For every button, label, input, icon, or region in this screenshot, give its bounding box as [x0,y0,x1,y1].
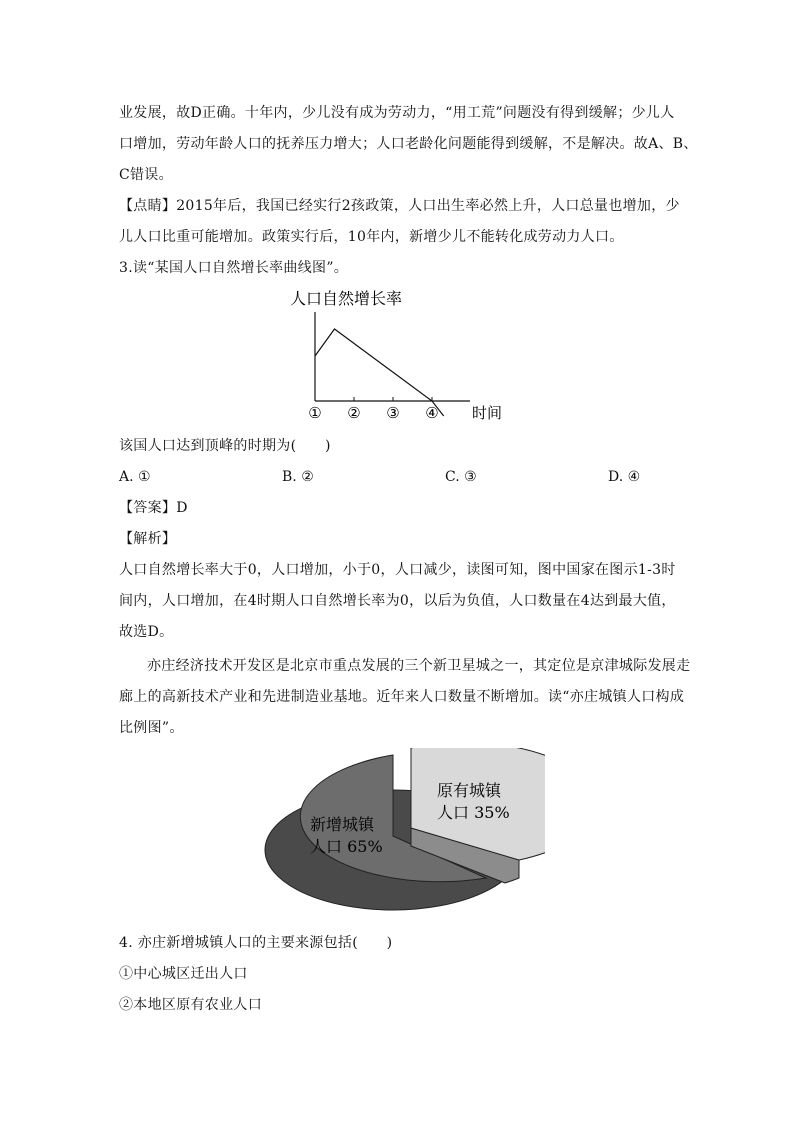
intro-line: 廊上的高新技术产业和先进制造业基地。近年来人口数量不断增加。读“亦庄城镇人口构成 [119,689,685,705]
analysis-line: 间内，人口增加，在4时期人口自然增长率为0，以后为负值，人口数量在4达到最大值， [119,593,676,609]
x-tick-label: ① [308,404,322,422]
population-pie-chart [255,748,545,920]
question-4-item: ①中心城区迁出人口 [119,966,248,982]
x-tick-label: ③ [386,404,400,422]
slice-label-new-l1: 新增城镇 [310,815,375,834]
chart-ylabel: 人口自然增长率 [290,289,403,308]
slice-label-old-l2: 人口 35% [437,803,510,822]
note-line: 儿人口比重可能增加。政策实行后，10年内，新增少儿不能转化成劳动力人口。 [119,229,624,245]
note-line: 【点睛】2015年后，我国已经实行2孩政策，人口出生率必然上升，人口总量也增加，少 [119,198,680,214]
analysis-heading: 【解析】 [119,531,177,547]
text-line: C错误。 [119,167,173,183]
option-a[interactable]: A. ① [119,469,151,485]
answer-line: 【答案】D [119,500,188,516]
question-3-stem: 该国人口达到顶峰的时期为( ) [119,438,331,454]
analysis-line: 故选D。 [119,624,174,640]
analysis-line: 人口自然增长率大于0，人口增加，小于0，人口减少，读图可知，图中国家在图示1-3时 [119,562,676,578]
slice-label-new-l2: 人口 65% [310,837,383,856]
question-3: 3.读“某国人口自然增长率曲线图”。 [119,260,349,276]
intro-line: 比例图”。 [119,720,184,736]
text-line: 口增加，劳动年龄人口的抚养压力增大；人口老龄化问题能得到缓解，不是解决。故A、B、 [119,136,698,152]
option-b[interactable]: B. ② [282,469,314,485]
option-d[interactable]: D. ④ [608,469,641,485]
text-line: 业发展，故D正确。十年内，少儿没有成为劳动力，“用工荒”问题没有得到缓解；少儿人 [119,105,675,121]
slice-label-old-l1: 原有城镇 [437,781,502,800]
question-4: 4. 亦庄新增城镇人口的主要来源包括( ) [119,935,393,951]
question-4-item: ②本地区原有农业人口 [119,997,262,1013]
series-line [315,329,444,416]
x-tick-label: ④ [425,404,439,422]
chart-xlabel: 时间 [472,404,503,422]
x-tick-label: ② [347,404,361,422]
option-c[interactable]: C. ③ [445,469,477,485]
growth-rate-chart [280,280,520,430]
intro-line: 亦庄经济技术开发区是北京市重点发展的三个新卫星城之一，其定位是京津城际发展走 [147,658,691,674]
